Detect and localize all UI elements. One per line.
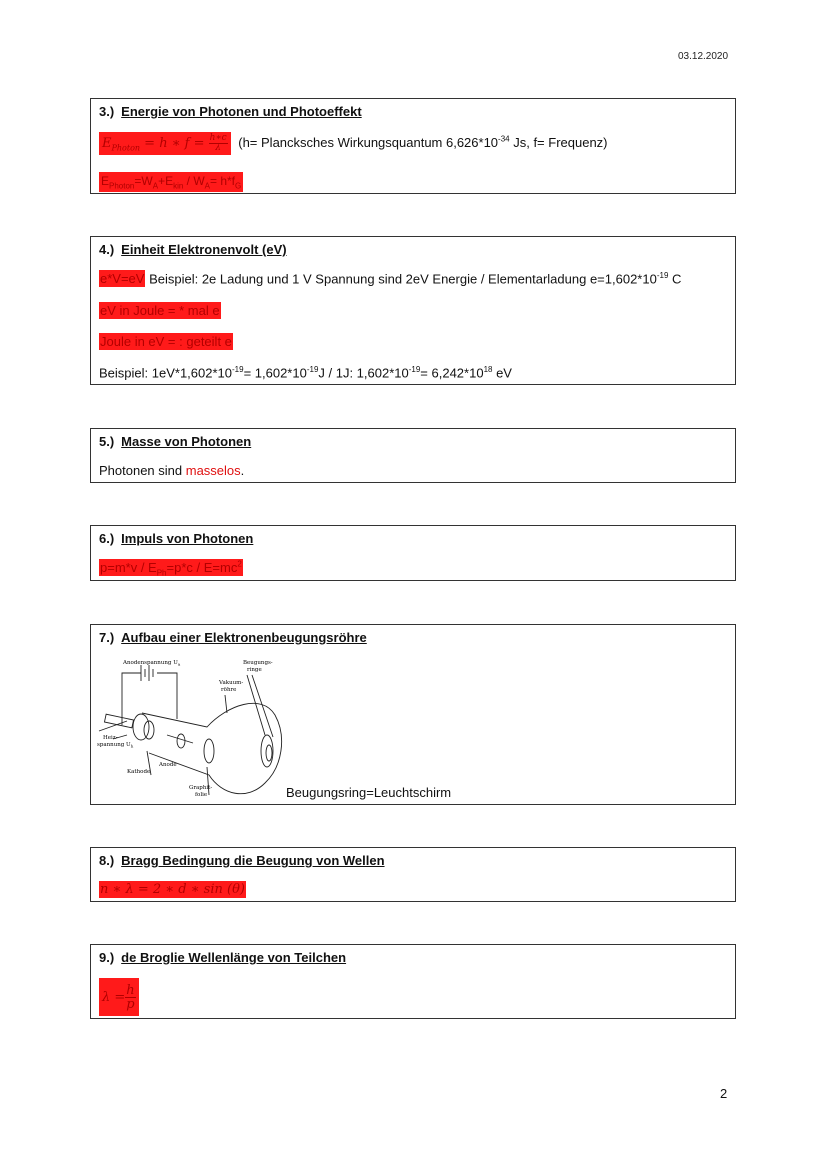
ev-definition-highlight: e*V=eV — [100, 271, 145, 287]
photon-mass-text: Photonen sind — [99, 463, 186, 478]
ev-example-sup: -19 — [656, 271, 669, 280]
section-8-number: 8.) — [99, 853, 115, 868]
momentum-a-sub: Ph — [156, 568, 167, 578]
section-8-title: Bragg Bedingung die Beugung von Wellen — [121, 853, 385, 868]
wf-d-sub: G — [235, 181, 242, 191]
ev-example-line — [99, 365, 512, 380]
fraction-denominator: λ — [215, 143, 221, 153]
label-graphit-1: Graphit- — [189, 785, 213, 791]
ex-c: J / 1J: 1,602*10 — [318, 365, 409, 381]
de-broglie-formula — [99, 978, 139, 1016]
joule-to-ev-line — [99, 334, 233, 349]
photon-energy-line — [99, 132, 608, 155]
section-9-heading — [99, 950, 346, 965]
ev-example-unit: C — [668, 271, 682, 287]
photon-mass-period: . — [240, 463, 245, 478]
formula-e-sub: Photon — [111, 143, 141, 153]
section-6-number: 6.) — [99, 531, 115, 546]
ev-to-joule-highlight: eV in Joule = * mal e — [100, 303, 220, 318]
section-9-number: 9.) — [99, 950, 115, 965]
photon-energy-formula — [99, 132, 231, 155]
section-9-title: de Broglie Wellenlänge von Teilchen — [121, 950, 347, 965]
label-beugungsringe-1: Beugungs- — [243, 660, 273, 666]
planck-note-b: Js, f= Frequenz) — [509, 135, 608, 150]
de-broglie-numerator: h — [126, 982, 135, 998]
fraction-numerator: h∗c — [209, 133, 227, 143]
momentum-b: =p*c / E=mc — [166, 560, 238, 576]
section-9-box — [90, 944, 736, 1019]
section-5-box — [90, 428, 736, 483]
figure-caption: Beugungsring=Leuchtschirm — [286, 785, 452, 800]
ex-e: eV — [492, 365, 512, 381]
formula-fraction — [209, 134, 228, 153]
wf-b: +E — [158, 174, 174, 188]
wf-a: =W — [134, 174, 153, 188]
section-7-box — [90, 624, 736, 805]
ex-s2: -19 — [306, 365, 319, 374]
photon-mass-line — [99, 463, 244, 478]
bragg-line — [99, 881, 246, 897]
ev-definition-line — [99, 271, 681, 286]
section-3-heading — [99, 104, 362, 119]
wf-b-sub: kin — [173, 181, 184, 191]
wf-e: E — [101, 174, 110, 188]
ex-d: = 6,242*10 — [420, 365, 484, 381]
momentum-line — [99, 560, 243, 578]
wf-c-sub: A — [204, 181, 210, 191]
ex-s4: 18 — [483, 365, 493, 374]
momentum-formula — [99, 559, 243, 576]
section-6-title: Impuls von Photonen — [121, 531, 254, 546]
section-4-heading — [99, 242, 287, 257]
label-beugungsringe-2: ringe — [247, 667, 262, 673]
momentum-a: p=m*v / E — [100, 560, 157, 576]
label-vakuum-1: Vakuum- — [219, 680, 244, 686]
label-vakuum-2: röhre — [221, 687, 237, 693]
ex-s1: -19 — [232, 365, 244, 374]
label-heiz-2: spannung $U_h$ — [97, 742, 134, 749]
joule-to-ev-highlight: Joule in eV = : geteilt e — [100, 334, 232, 349]
section-7-number: 7.) — [99, 630, 115, 645]
section-6-box — [90, 525, 736, 581]
wf-a-sub: A — [152, 181, 159, 191]
section-3-box — [90, 98, 736, 194]
planck-note-a: (h= Plancksches Wirkungsquantum 6,626*10 — [238, 135, 499, 150]
section-7-title: Aufbau einer Elektronenbeugungsröhre — [121, 630, 367, 645]
section-5-heading — [99, 434, 251, 449]
ex-a: Beispiel: 1eV*1,602*10 — [99, 365, 232, 381]
section-8-box — [90, 847, 736, 902]
ex-s3: -19 — [408, 365, 421, 374]
planck-note-sup: -34 — [498, 134, 510, 144]
planck-note — [238, 135, 607, 150]
formula-e: E — [102, 136, 112, 151]
section-4-number: 4.) — [99, 242, 115, 257]
wf-d: = h*f — [209, 174, 236, 188]
momentum-b-sup: 2 — [237, 560, 242, 569]
wf-c: / W — [183, 174, 205, 188]
label-kathode: Kathode — [127, 769, 151, 775]
section-3-title: Energie von Photonen und Photoeffekt — [121, 104, 362, 119]
page-number: 2 — [720, 1086, 728, 1101]
photon-mass-red: masselos — [185, 463, 241, 478]
label-anode: Anode — [159, 762, 177, 768]
ex-b: = 1,602*10 — [243, 365, 307, 381]
de-broglie-lhs: λ = — [102, 989, 126, 1005]
section-8-heading — [99, 853, 385, 868]
section-5-title: Masse von Photonen — [121, 434, 252, 449]
label-heiz-1: Heiz- — [103, 735, 118, 741]
section-6-heading — [99, 531, 253, 546]
de-broglie-denominator: p — [126, 996, 135, 1012]
section-4-title: Einheit Elektronenvolt (eV) — [121, 242, 287, 257]
label-graphit-2: folie — [195, 792, 208, 798]
ev-to-joule-line — [99, 303, 221, 318]
wf-e-sub: Photon — [109, 181, 135, 191]
label-anodenspannung: Anodenspannung $U_a$ — [123, 660, 181, 667]
section-3-number: 3.) — [99, 104, 115, 119]
page-date: 03.12.2020 — [678, 51, 729, 62]
section-4-box — [90, 236, 736, 385]
formula-mid: = h ∗ f = — [140, 136, 209, 151]
work-function-formula — [99, 172, 243, 192]
ev-example-text: Beispiel: 2e Ladung und 1 V Spannung sind 2eV Energie / Elementarladung e=1,602*10 — [145, 271, 657, 287]
section-7-heading — [99, 630, 367, 645]
de-broglie-fraction — [125, 984, 135, 1011]
section-5-number: 5.) — [99, 434, 115, 449]
bragg-formula: n ∗ λ = 2 ∗ d ∗ sin (θ) — [100, 882, 245, 897]
electron-diffraction-tube-figure — [97, 655, 287, 803]
